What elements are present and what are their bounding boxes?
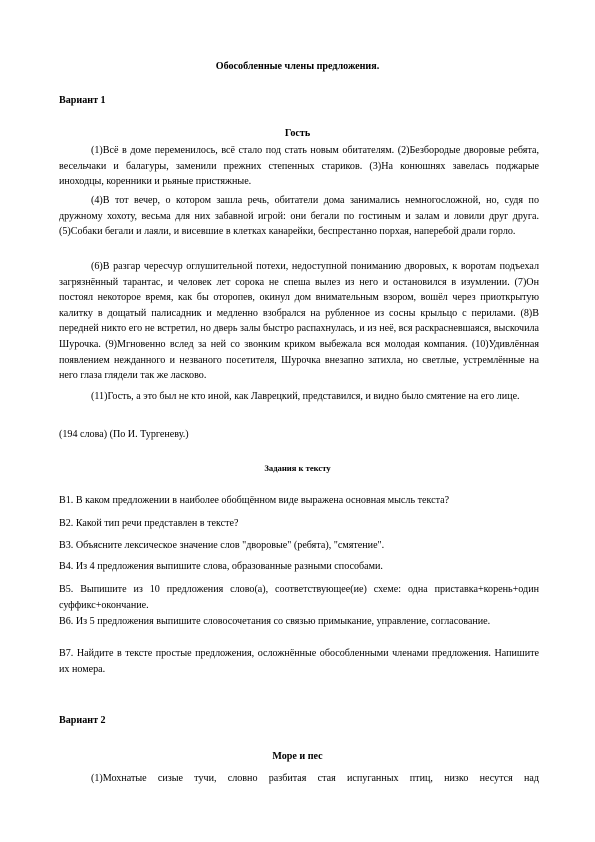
- task-b2: В2. Какой тип речи представлен в тексте?: [59, 518, 239, 529]
- variant-1-heading: Вариант 1: [59, 95, 106, 106]
- task-b4: В4. Из 4 предложения выпишите слова, образованные разными способами.: [59, 561, 383, 572]
- paragraph-3: (6)В разгар чересчур оглушительной потехи, недоступной пониманию дворовых, к воротам подъехал загрязнённый тарантас, и человек лет сорока не спеша вылез из него и остановился в изумлении. (7)Он постоял некоторое время, как бы оторопев, окинул дом внимательным взором, вошёл через приоткрытую калитку в дощатый палисадник и медленно взобрался на рубленное из сосны крыльцо с перилами. (8)В передней никто его не встретил, но дверь залы быстро распахнулась, и из неё, вся раскрасневшаяся, выскочила Шурочка. (9)Мгновенно вслед за ней со звонким криком выбежала вся молодая компания. (10)Удивлённая появлением нежданного и незваного посетителя, Шурочка внезапно затихла, но светлые, устремлённые на него глаза глядели так же ласково.: [59, 261, 539, 382]
- text-1-title: Гость: [284, 128, 311, 139]
- task-b5: В5. Выпишите из 10 предложения слово(а), соответствующее(ие) схеме: одна приставка+корень+один суффикс+окончание.: [59, 584, 539, 611]
- text-2-first-line: (1)Мохнатые сизые тучи, словно разбитая стая испуганных птиц, низко несутся над: [91, 773, 539, 784]
- text-2-title: Море и пес: [272, 751, 323, 762]
- task-b1: В1. В каком предложении в наиболее обобщённом виде выражена основная мысль текста?: [59, 495, 450, 506]
- task-b7: В7. Найдите в тексте простые предложения, осложнённые обособленными членами предложения. Напишите их номера.: [59, 648, 539, 675]
- variant-2-heading: Вариант 2: [59, 715, 106, 726]
- tasks-heading: Задания к тексту: [264, 463, 331, 473]
- task-b6: В6. Из 5 предложения выпишите словосочетания со связью примыкание, управление, согласование.: [59, 616, 491, 627]
- document-title: Обособленные члены предложения.: [215, 61, 380, 72]
- task-b3: В3. Объясните лексическое значение слов "дворовые" (ребята), "смятение".: [59, 540, 385, 551]
- paragraph-4: (11)Гость, а это был не кто иной, как Лаврецкий, представился, и видно было смятение на его лице.: [91, 391, 520, 402]
- paragraph-1: (1)Всё в доме переменилось, всё стало под стать новым обитателям. (2)Безбородые дворовые ребята, весельчаки и балагуры, заменили прежних степенных стариков. (3)На конюшнях завелась поджарые иноходцы, коренники и рьяные пристяжные.: [59, 145, 539, 188]
- source-note: (194 слова) (По И. Тургеневу.): [59, 429, 189, 440]
- paragraph-2: (4)В тот вечер, о котором зашла речь, обитатели дома занимались немногосложной, но, судя по дружному хохоту, весьма для них забавной игрой: они бегали по гостиным и залам и ловили друг друга. (5)Собаки бегали и лаяли, и висевшие в клетках канарейки, беспрестанно порхая, наперебой драли горло.: [59, 195, 539, 238]
